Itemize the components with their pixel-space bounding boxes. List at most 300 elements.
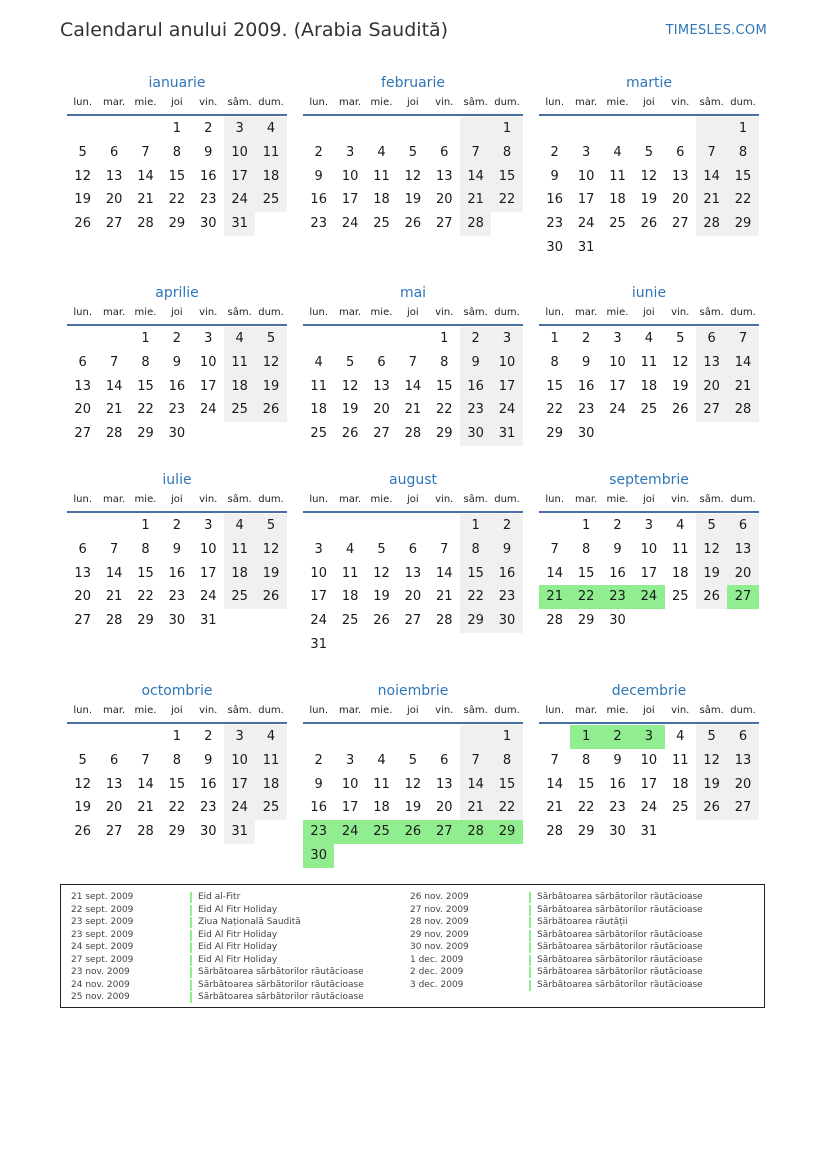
day-cell: 29: [435, 426, 453, 442]
header-divider: [303, 722, 523, 724]
day-cell: 8: [172, 144, 181, 160]
weekday-label: lun.: [545, 705, 565, 716]
legend-date: 2 dec. 2009: [410, 967, 464, 977]
day-cell: 16: [577, 378, 595, 394]
empty-cell: [366, 725, 397, 749]
day-cell: 13: [727, 749, 758, 773]
weekday-header: [67, 702, 287, 720]
weekday-label: joi: [407, 97, 419, 108]
weekday-header: [539, 94, 759, 112]
day-cell: 4: [644, 331, 653, 346]
legend-holiday-name: Eid Al Fitr Holiday: [190, 930, 277, 941]
weekday-label: lun.: [545, 494, 565, 505]
day-cell: 18: [341, 589, 359, 605]
empty-cell: [303, 725, 334, 749]
day-cell: 16: [199, 776, 217, 792]
weekday-label: joi: [407, 307, 419, 318]
empty-cell: [334, 725, 365, 749]
day-cell: 17: [310, 589, 327, 605]
day-cell: 12: [74, 168, 91, 184]
weekday-header: [303, 702, 523, 720]
day-cell: 2: [204, 729, 213, 744]
weekday-label: dum.: [730, 97, 756, 108]
weekday-label: mie.: [606, 494, 629, 505]
day-cell: 21: [137, 192, 154, 208]
day-cell: 20: [671, 192, 689, 208]
day-cell: 17: [609, 378, 626, 394]
month-august: [303, 470, 523, 657]
day-cell: 31: [199, 613, 217, 629]
legend-holiday-name: Eid al-Fitr: [190, 892, 240, 903]
holiday-day-cell: 27: [727, 585, 758, 609]
day-cell: 1: [491, 725, 522, 749]
day-cell: 19: [74, 800, 91, 816]
empty-cell: [334, 117, 365, 141]
day-cell: 29: [168, 824, 186, 840]
day-cell: 19: [255, 562, 286, 586]
day-cell: 5: [345, 354, 355, 370]
weekday-label: lun.: [309, 307, 329, 318]
month-name: iunie: [631, 285, 667, 301]
day-cell: 28: [105, 613, 123, 629]
day-cell: 13: [105, 168, 123, 184]
day-cell: 4: [377, 144, 386, 160]
day-cell: 3: [204, 518, 213, 533]
day-cell: 12: [341, 378, 359, 394]
day-cell: 4: [377, 752, 386, 768]
day-cell: 27: [727, 796, 758, 820]
day-cell: 15: [137, 565, 154, 581]
day-cell: 13: [435, 776, 453, 792]
day-cell: 12: [696, 749, 727, 773]
day-cell: 4: [224, 327, 255, 351]
day-cell: 18: [640, 378, 658, 394]
day-cell: 2: [314, 144, 323, 160]
day-cell: 21: [460, 188, 491, 212]
weekday-label: dum.: [258, 494, 284, 505]
header-divider: [539, 511, 759, 513]
weekday-label: mie.: [134, 97, 157, 108]
day-cell: 16: [491, 562, 522, 586]
day-cell: 22: [546, 402, 563, 418]
day-cell: 13: [727, 538, 758, 562]
day-cell: 15: [137, 378, 154, 394]
day-cell: 27: [404, 613, 422, 629]
day-cell: 15: [546, 378, 563, 394]
day-cell: 30: [460, 422, 491, 446]
weekday-label: lun.: [73, 97, 93, 108]
day-cell: 18: [224, 375, 255, 399]
day-cell: 11: [341, 565, 359, 581]
weekday-label: dum.: [494, 307, 520, 318]
weekday-label: sâm.: [699, 97, 724, 108]
day-cell: 6: [408, 541, 417, 557]
holiday-day-cell: 23: [303, 820, 334, 844]
day-cell: 18: [255, 773, 286, 797]
day-cell: 26: [640, 216, 658, 232]
day-cell: 31: [577, 239, 595, 255]
day-cell: 2: [204, 121, 213, 136]
weekday-header: [539, 304, 759, 322]
empty-cell: [366, 327, 397, 351]
weekday-label: dum.: [494, 705, 520, 716]
day-cell: 29: [137, 426, 154, 442]
legend-holiday-name: Sărbătoarea sărbătorilor răutăcioase: [529, 955, 703, 966]
day-cell: 1: [550, 331, 559, 346]
day-cell: 1: [172, 729, 181, 744]
day-grid: [67, 327, 287, 446]
weekday-label: dum.: [494, 494, 520, 505]
empty-cell: [397, 514, 428, 538]
day-cell: 21: [105, 402, 123, 418]
empty-cell: [303, 327, 334, 351]
day-cell: 21: [435, 589, 453, 605]
legend-date: 22 sept. 2009: [71, 904, 134, 915]
weekday-label: mar.: [574, 307, 598, 318]
weekday-label: mie.: [606, 307, 629, 318]
month-name: august: [389, 472, 437, 488]
day-cell: 30: [577, 426, 595, 442]
legend-date: 24 nov. 2009: [71, 979, 130, 990]
day-cell: 11: [671, 541, 689, 557]
day-cell: 17: [577, 192, 595, 208]
day-cell: 23: [491, 585, 522, 609]
day-cell: 8: [727, 141, 758, 165]
day-cell: 22: [137, 589, 154, 605]
month-decembrie: [539, 681, 759, 844]
day-cell: 6: [78, 354, 87, 370]
day-cell: 4: [224, 514, 255, 538]
day-grid: [303, 327, 523, 446]
page-title: Calendarul anului 2009. (Arabia Saudită): [60, 19, 449, 41]
legend-date: 23 sept. 2009: [71, 917, 134, 927]
day-cell: 9: [172, 541, 181, 557]
day-cell: 28: [727, 398, 758, 422]
day-cell: 14: [105, 378, 123, 394]
day-cell: 20: [105, 800, 123, 816]
day-cell: 6: [696, 327, 727, 351]
day-cell: 30: [609, 824, 626, 840]
weekday-label: lun.: [545, 307, 565, 318]
day-cell: 13: [105, 776, 123, 792]
day-cell: 11: [373, 168, 390, 184]
day-cell: 18: [255, 165, 286, 189]
day-cell: 25: [373, 216, 390, 232]
day-cell: 3: [224, 725, 255, 749]
weekday-label: vin.: [435, 494, 454, 505]
day-cell: 14: [460, 773, 491, 797]
empty-cell: [696, 117, 727, 141]
legend-holiday-name: Sărbătoarea sărbătorilor răutăcioase: [190, 980, 364, 991]
day-cell: 26: [255, 398, 286, 422]
weekday-label: joi: [407, 705, 419, 716]
month-name: februarie: [381, 75, 445, 91]
weekday-label: vin.: [199, 97, 218, 108]
weekday-header: [303, 94, 523, 112]
day-cell: 26: [404, 216, 422, 232]
brand-link[interactable]: TIMESLES.COM: [665, 23, 767, 38]
day-cell: 31: [310, 636, 327, 652]
day-cell: 12: [404, 776, 422, 792]
day-cell: 3: [491, 327, 522, 351]
day-cell: 30: [168, 426, 186, 442]
day-cell: 2: [172, 331, 181, 346]
day-cell: 4: [314, 354, 323, 370]
header-divider: [67, 511, 287, 513]
day-cell: 19: [696, 562, 727, 586]
header-divider: [303, 324, 523, 326]
day-cell: 28: [546, 613, 563, 629]
day-cell: 23: [577, 402, 595, 418]
day-cell: 14: [546, 776, 563, 792]
holiday-day-cell: 25: [366, 820, 397, 844]
day-cell: 26: [255, 585, 286, 609]
holiday-legend: [60, 884, 765, 1008]
empty-cell: [98, 117, 129, 141]
day-cell: 23: [460, 398, 491, 422]
day-cell: 26: [74, 216, 91, 232]
day-cell: 23: [310, 216, 327, 232]
day-cell: 10: [224, 141, 255, 165]
day-cell: 28: [137, 824, 154, 840]
day-cell: 8: [491, 749, 522, 773]
holiday-day-cell: 30: [303, 844, 334, 868]
day-cell: 5: [408, 144, 417, 160]
day-cell: 15: [168, 168, 186, 184]
empty-cell: [429, 725, 460, 749]
day-cell: 8: [440, 354, 449, 370]
month-februarie: [303, 73, 523, 236]
holiday-day-cell: 21: [539, 585, 570, 609]
day-cell: 14: [546, 565, 563, 581]
month-name: noiembrie: [377, 683, 449, 699]
day-cell: 13: [671, 168, 689, 184]
empty-cell: [98, 514, 129, 538]
empty-cell: [429, 117, 460, 141]
weekday-label: vin.: [199, 307, 218, 318]
day-cell: 19: [255, 375, 286, 399]
day-cell: 1: [491, 117, 522, 141]
weekday-label: mie.: [370, 307, 393, 318]
empty-cell: [303, 117, 334, 141]
month-aprilie: [67, 283, 287, 446]
day-cell: 16: [310, 192, 327, 208]
empty-cell: [460, 117, 491, 141]
empty-cell: [665, 117, 696, 141]
day-cell: 2: [613, 518, 622, 533]
day-cell: 23: [199, 800, 217, 816]
weekday-label: vin.: [435, 97, 454, 108]
day-cell: 23: [199, 192, 217, 208]
day-cell: 9: [314, 168, 323, 184]
weekday-label: sâm.: [699, 307, 724, 318]
day-cell: 30: [199, 824, 217, 840]
day-cell: 22: [137, 402, 154, 418]
day-cell: 13: [696, 351, 727, 375]
day-cell: 7: [109, 354, 119, 370]
weekday-label: dum.: [730, 494, 756, 505]
legend-date: 21 sept. 2009: [71, 892, 134, 902]
day-cell: 29: [727, 212, 758, 236]
weekday-label: vin.: [199, 705, 218, 716]
day-cell: 10: [640, 752, 658, 768]
weekday-label: joi: [171, 97, 183, 108]
day-cell: 29: [577, 824, 595, 840]
day-cell: 6: [109, 752, 119, 768]
day-cell: 18: [609, 192, 626, 208]
month-ianuarie: [67, 73, 287, 236]
day-cell: 10: [341, 776, 359, 792]
legend-holiday-name: Sărbătoarea sărbătorilor răutăcioase: [190, 992, 364, 1003]
day-cell: 16: [609, 776, 626, 792]
day-cell: 17: [224, 165, 255, 189]
day-cell: 30: [609, 613, 626, 629]
day-cell: 28: [460, 212, 491, 236]
weekday-label: dum.: [258, 705, 284, 716]
weekday-label: mar.: [102, 494, 126, 505]
legend-date: 30 nov. 2009: [410, 942, 469, 952]
day-cell: 22: [168, 192, 186, 208]
day-cell: 7: [727, 327, 758, 351]
holiday-day-cell: 24: [633, 585, 664, 609]
day-cell: 16: [609, 565, 626, 581]
day-cell: 19: [640, 192, 658, 208]
day-cell: 2: [460, 327, 491, 351]
day-cell: 26: [671, 402, 689, 418]
day-cell: 9: [581, 354, 591, 370]
empty-cell: [67, 514, 98, 538]
day-cell: 24: [577, 216, 595, 232]
day-cell: 25: [671, 589, 689, 605]
day-cell: 8: [172, 752, 181, 768]
holiday-day-cell: 2: [602, 725, 633, 749]
day-cell: 1: [727, 117, 758, 141]
day-cell: 25: [310, 426, 327, 442]
day-cell: 6: [440, 144, 449, 160]
legend-holiday-name: Eid Al Fitr Holiday: [190, 955, 277, 966]
day-cell: 14: [105, 565, 123, 581]
day-cell: 11: [671, 752, 689, 768]
weekday-label: lun.: [309, 494, 329, 505]
day-cell: 8: [460, 538, 491, 562]
day-cell: 7: [460, 749, 491, 773]
weekday-label: sâm.: [227, 705, 252, 716]
day-cell: 24: [199, 402, 217, 418]
day-cell: 10: [609, 354, 626, 370]
month-name: decembrie: [611, 683, 687, 699]
day-cell: 12: [255, 351, 286, 375]
month-octombrie: [67, 681, 287, 844]
day-cell: 25: [255, 188, 286, 212]
holiday-day-cell: 22: [570, 585, 601, 609]
weekday-label: mie.: [134, 494, 157, 505]
weekday-label: vin.: [435, 705, 454, 716]
holiday-day-cell: 29: [491, 820, 522, 844]
day-cell: 23: [168, 589, 186, 605]
day-cell: 13: [74, 565, 91, 581]
header-divider: [67, 324, 287, 326]
weekday-label: sâm.: [227, 307, 252, 318]
day-cell: 11: [609, 168, 626, 184]
legend-date: 27 nov. 2009: [410, 904, 469, 915]
day-cell: 17: [224, 773, 255, 797]
weekday-label: vin.: [199, 494, 218, 505]
weekday-label: vin.: [671, 705, 690, 716]
day-cell: 26: [341, 426, 359, 442]
day-cell: 4: [345, 541, 355, 557]
weekday-label: mar.: [574, 705, 598, 716]
day-cell: 6: [727, 725, 758, 749]
holiday-day-cell: 3: [633, 725, 664, 749]
day-cell: 24: [491, 398, 522, 422]
weekday-header: [67, 491, 287, 509]
day-cell: 30: [168, 613, 186, 629]
day-cell: 1: [141, 331, 150, 346]
weekday-label: joi: [171, 307, 183, 318]
day-cell: 21: [404, 402, 422, 418]
day-cell: 27: [435, 216, 453, 232]
weekday-label: mar.: [102, 705, 126, 716]
day-cell: 9: [613, 752, 622, 768]
weekday-label: sâm.: [227, 97, 252, 108]
day-cell: 22: [168, 800, 186, 816]
day-cell: 14: [137, 168, 154, 184]
day-grid: [303, 514, 523, 657]
day-cell: 3: [314, 541, 323, 557]
empty-cell: [602, 117, 633, 141]
day-cell: 2: [581, 331, 591, 346]
weekday-label: lun.: [73, 494, 93, 505]
day-cell: 25: [609, 216, 626, 232]
day-cell: 30: [546, 239, 563, 255]
day-cell: 14: [460, 165, 491, 189]
month-name: septembrie: [609, 472, 689, 488]
day-cell: 30: [199, 216, 217, 232]
day-cell: 9: [613, 541, 622, 557]
day-cell: 14: [435, 565, 453, 581]
empty-cell: [539, 514, 570, 538]
day-cell: 10: [640, 541, 658, 557]
day-cell: 5: [644, 144, 653, 160]
day-cell: 27: [696, 398, 727, 422]
day-grid: [67, 117, 287, 236]
empty-cell: [366, 514, 397, 538]
weekday-label: dum.: [258, 97, 284, 108]
day-cell: 3: [644, 518, 653, 533]
day-cell: 21: [696, 188, 727, 212]
holiday-day-cell: 1: [570, 725, 601, 749]
day-cell: 4: [255, 725, 286, 749]
day-cell: 20: [727, 773, 758, 797]
weekday-label: joi: [407, 494, 419, 505]
day-cell: 26: [74, 824, 91, 840]
day-cell: 19: [671, 378, 689, 394]
weekday-label: mie.: [134, 307, 157, 318]
day-cell: 20: [105, 192, 123, 208]
day-cell: 22: [727, 188, 758, 212]
month-mai: [303, 283, 523, 446]
day-grid: [539, 117, 759, 260]
day-cell: 12: [255, 538, 286, 562]
weekday-label: sâm.: [463, 307, 488, 318]
month-name: iulie: [162, 472, 192, 488]
day-cell: 12: [404, 168, 422, 184]
day-cell: 1: [460, 514, 491, 538]
day-cell: 12: [671, 354, 689, 370]
day-cell: 9: [314, 776, 323, 792]
day-cell: 28: [404, 426, 422, 442]
day-cell: 27: [105, 216, 123, 232]
